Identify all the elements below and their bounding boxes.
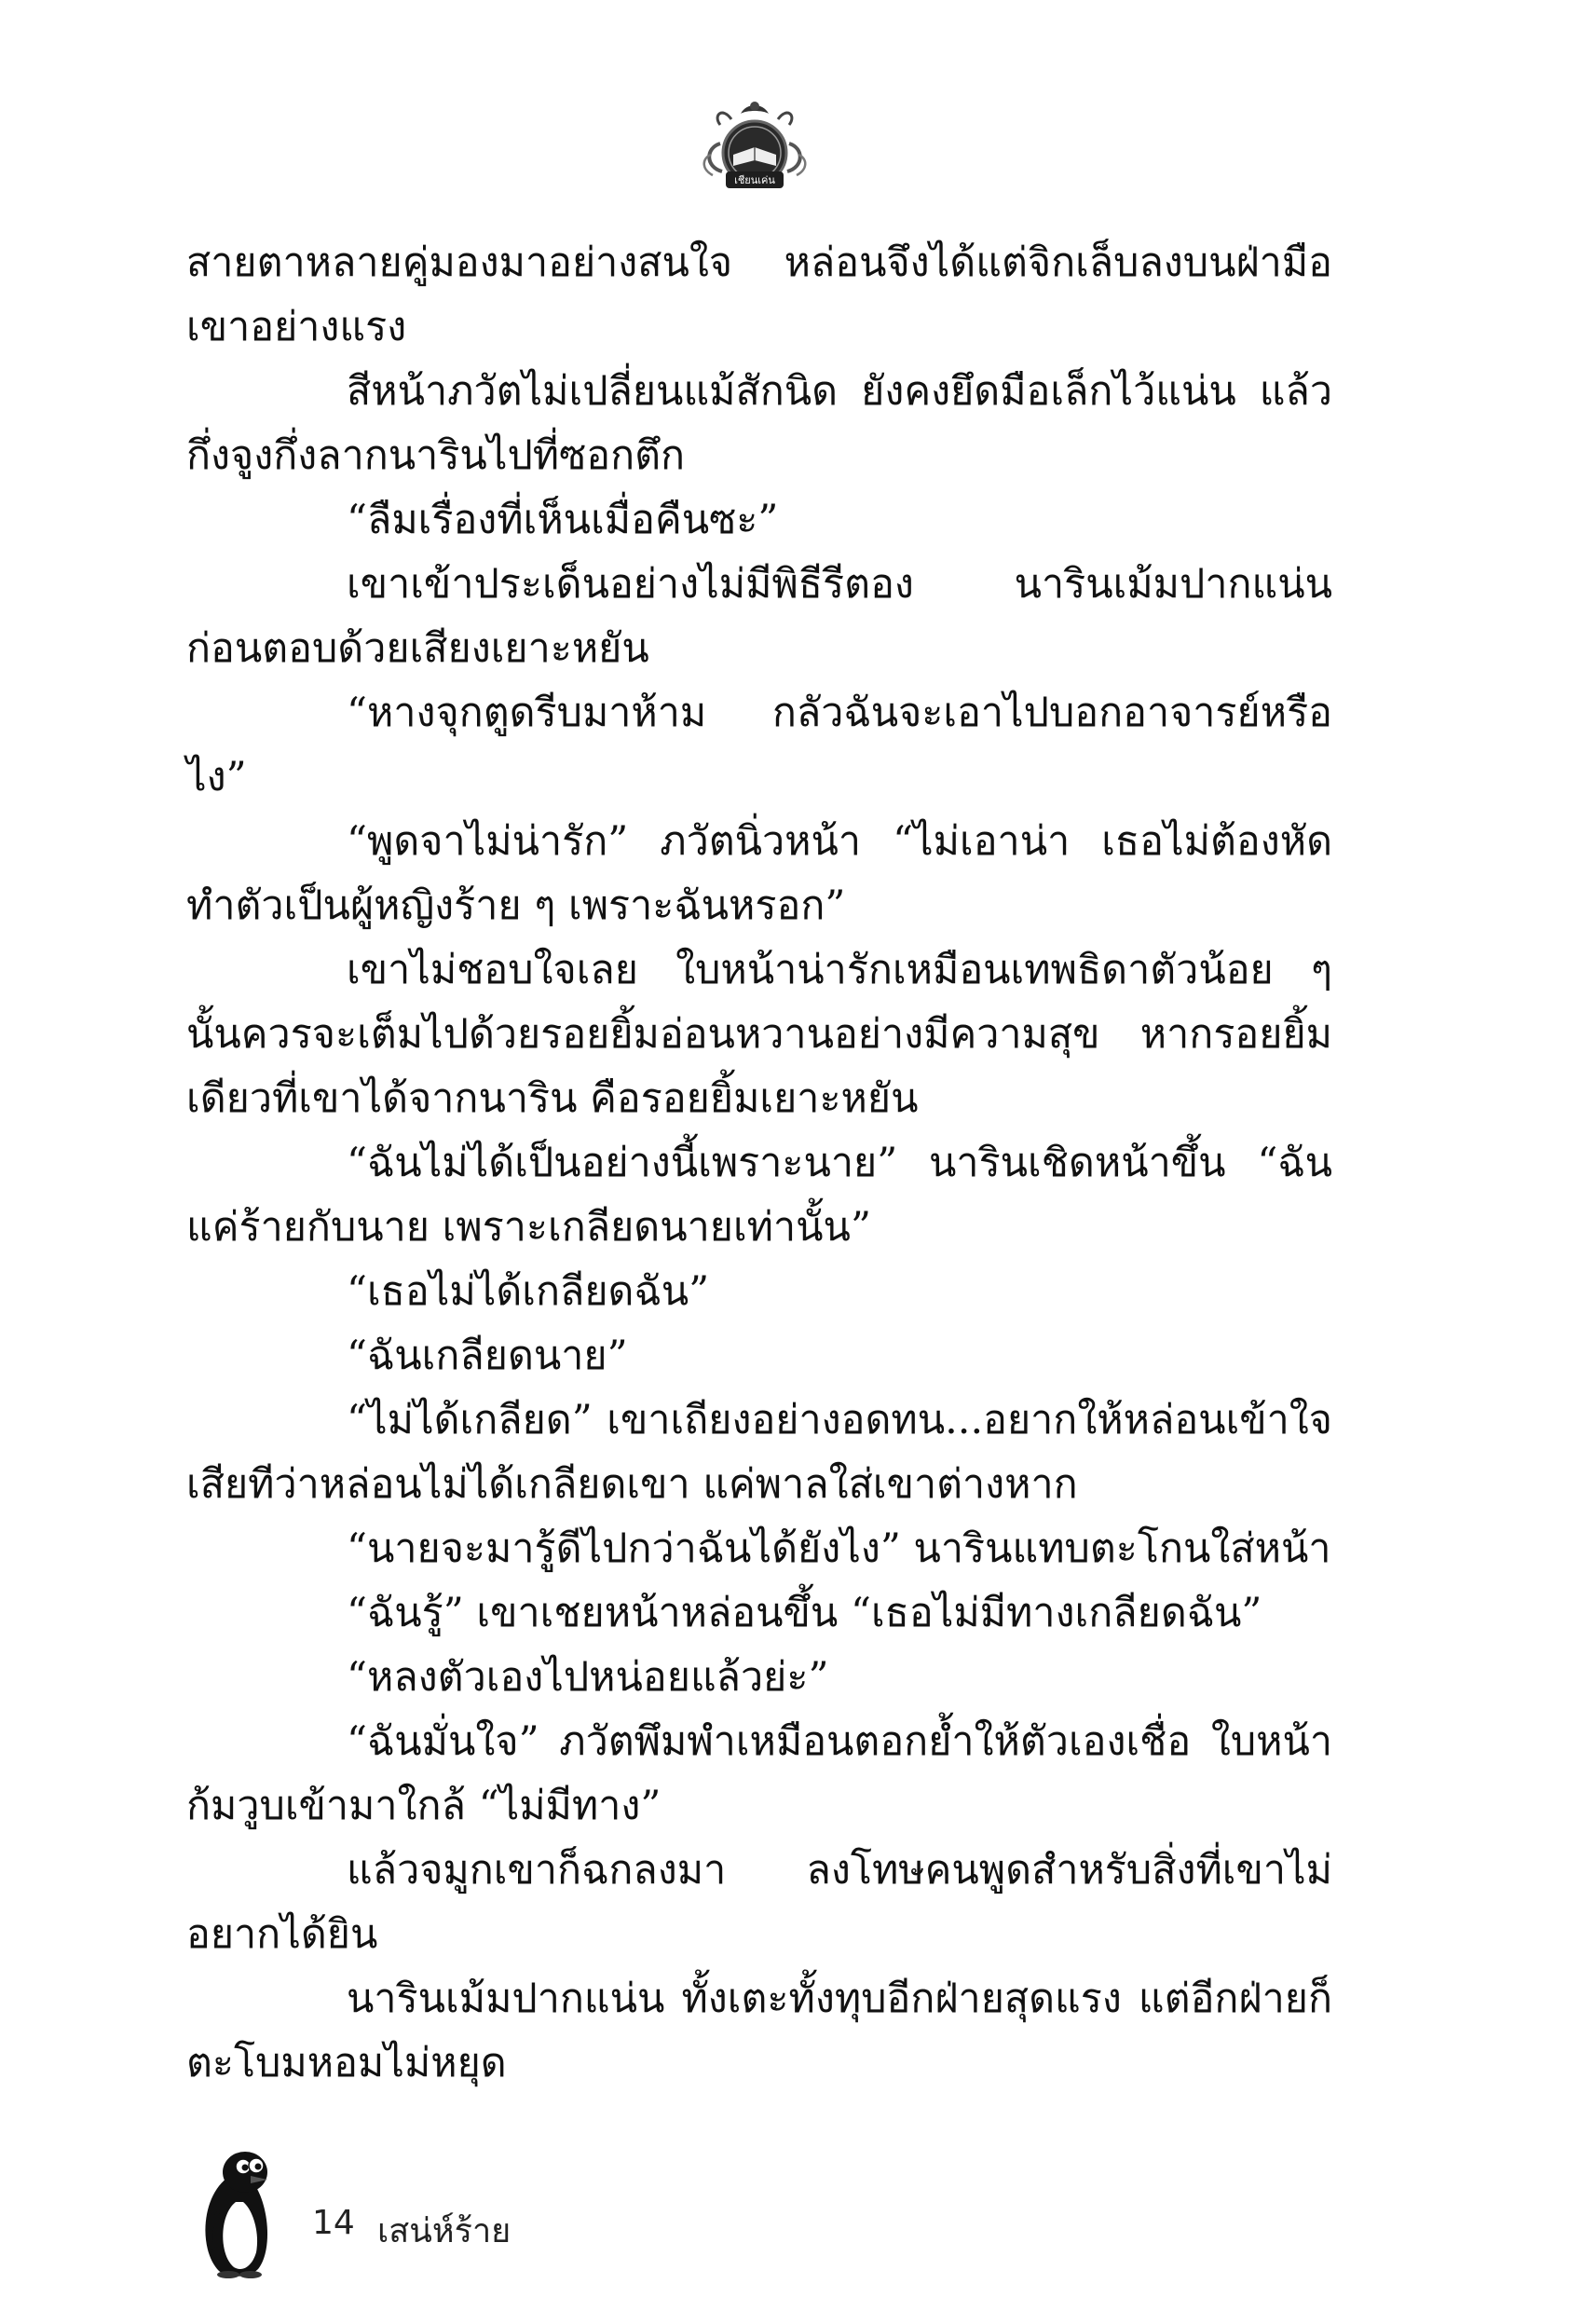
book-title: เสน่ห์ร้าย bbox=[377, 2212, 512, 2250]
paragraph: “ฉันเกลียดนาย” bbox=[347, 1333, 628, 1379]
paragraph: “ฉันรู้” เขาเชยหน้าหล่อนขึ้น “เธอไม่มีทางเกลียดฉัน” bbox=[347, 1590, 1262, 1636]
paragraph: “นายจะมารู้ดีไปกว่าฉันได้ยังไง” นารินแทบตะโกนใส่หน้า bbox=[347, 1525, 1331, 1572]
paragraph: สีหน้าภวัตไม่เปลี่ยนแม้สักนิด ยังคงยึดมือเล็กไว้แน่น แล้วกึ่งจูงกึ่งลากนารินไปที่ซอกตึก bbox=[186, 368, 1332, 479]
paragraph: เขาเข้าประเด็นอย่างไม่มีพิธีรีตอง นารินเม้มปากแน่น ก่อนตอบด้วยเสียงเยาะหยัน bbox=[186, 561, 1332, 672]
story-text bbox=[186, 231, 1332, 2096]
paragraph: แล้วจมูกเขาก็ฉกลงมา ลงโทษคนพูดสำหรับสิ่งที่เขาไม่อยากได้ยิน bbox=[186, 1847, 1332, 1958]
paragraph: “ฉันมั่นใจ” ภวัตพึมพำเหมือนตอกย้ำให้ตัวเองเชื่อ ใบหน้าก้มวูบเข้ามาใกล้ “ไม่มีทาง” bbox=[186, 1718, 1332, 1829]
paragraph: “หางจุกตูดรีบมาห้าม กลัวฉันจะเอาไปบอกอาจารย์หรือไง” bbox=[186, 690, 1332, 800]
paragraph: “ฉันไม่ได้เป็นอย่างนี้เพราะนาย” นารินเชิดหน้าขึ้น “ฉันแค่ร้ายกับนาย เพราะเกลียดนายเท่านั้น” bbox=[186, 1140, 1332, 1251]
logo-text: เชียนเค่น bbox=[734, 174, 775, 186]
paragraph: สายตาหลายคู่มองมาอย่างสนใจ หล่อนจึงได้แต่จิกเล็บลงบนฝ่ามือเขาอย่างแรง bbox=[186, 239, 1332, 350]
penguin-icon bbox=[191, 2148, 284, 2278]
publisher-logo bbox=[685, 97, 825, 199]
paragraph: เขาไม่ชอบใจเลย ใบหน้าน่ารักเหมือนเทพธิดาตัวน้อย ๆ นั้นควรจะเต็มไปด้วยรอยยิ้มอ่อนหวานอย่างมีความสุข หากรอยยิ้มเดียวที่เขาได้จากนาริน คือรอยยิ้มเยาะหยัน bbox=[186, 947, 1332, 1122]
paragraph: “เธอไม่ได้เกลียดฉัน” bbox=[347, 1268, 710, 1315]
ornate-book-crest-icon bbox=[685, 97, 825, 199]
paragraph: “ไม่ได้เกลียด” เขาเถียงอย่างอดทน...อยากให้หล่อนเข้าใจเสียทีว่าหล่อนไม่ได้เกลียดเขา แค่พาลใส่เขาต่างหาก bbox=[186, 1397, 1332, 1508]
page-footer bbox=[191, 2148, 750, 2278]
paragraph: “พูดจาไม่น่ารัก” ภวัตนิ่วหน้า “ไม่เอาน่า เธอไม่ต้องหัดทำตัวเป็นผู้หญิงร้าย ๆ เพราะฉันหรอก” bbox=[186, 818, 1332, 929]
paragraph: “ลืมเรื่องที่เห็นเมื่อคืนซะ” bbox=[347, 497, 779, 543]
page-number: 14 bbox=[312, 2204, 355, 2242]
paragraph: “หลงตัวเองไปหน่อยแล้วย่ะ” bbox=[347, 1654, 829, 1701]
paragraph: นารินเม้มปากแน่น ทั้งเตะทั้งทุบอีกฝ่ายสุดแรง แต่อีกฝ่ายก็ตะโบมหอมไม่หยุด bbox=[186, 1976, 1332, 2086]
